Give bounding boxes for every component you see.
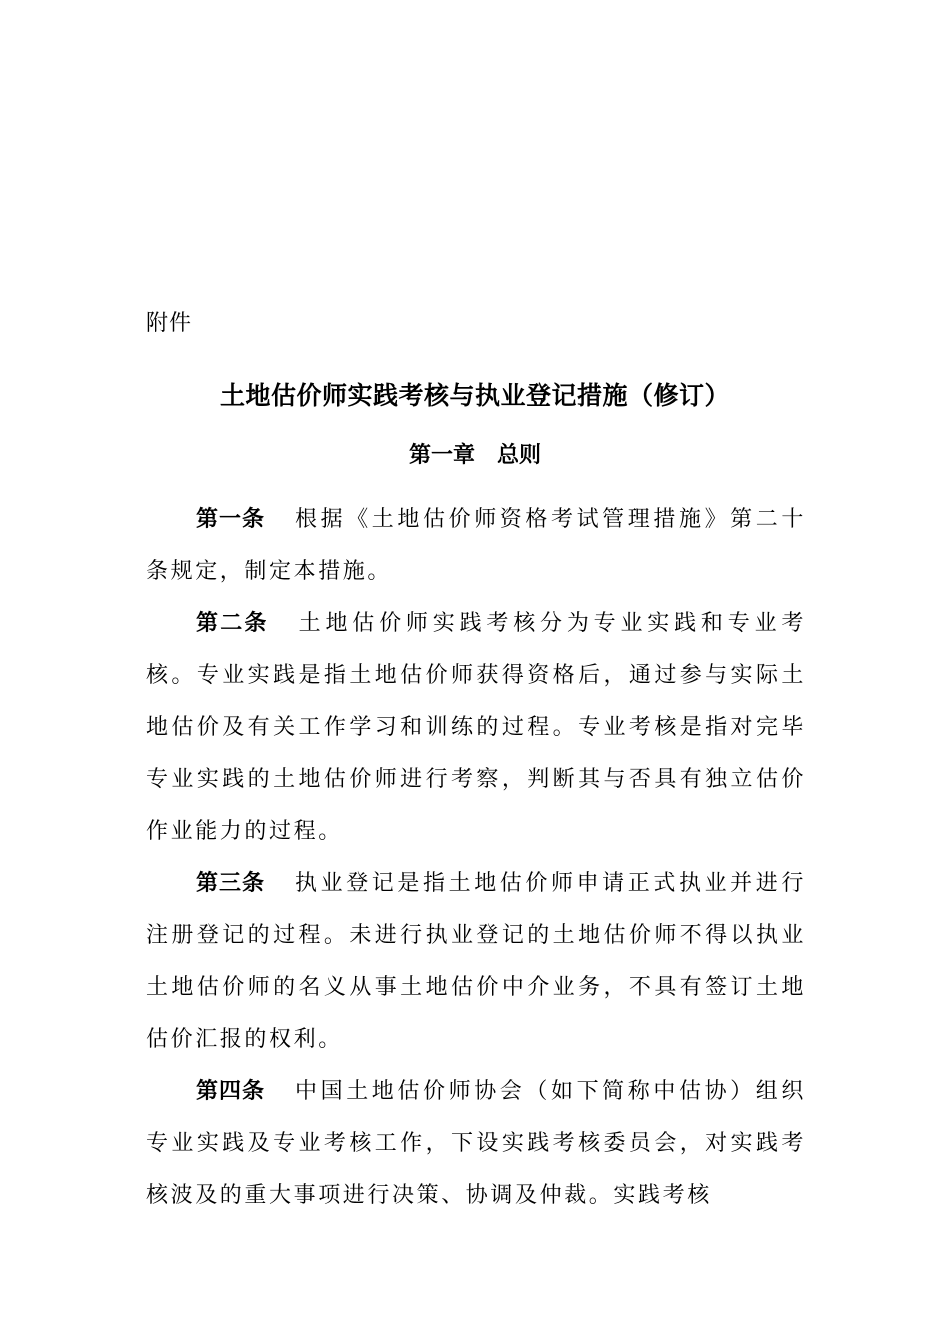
attachment-label: 附件 (146, 311, 193, 336)
article-number: 第四条 (196, 1079, 265, 1104)
article-text: 执业登记是指土地估价师申请正式执业并进行注册登记的过程。未进行执业登记的土地估价师不得以执业土地估价师的名义从事土地估价中介业务，不具有签订土地估价汇报的权利。 (146, 871, 806, 1052)
article-list (146, 494, 806, 1222)
article-text: 根据《土地估价师资格考试管理措施》第二十条规定，制定本措施。 (146, 507, 806, 584)
article-1 (146, 494, 806, 598)
article-text: 土地估价师实践考核分为专业实践和专业考核。专业实践是指土地估价师获得资格后，通过参与实际土地估价及有关工作学习和训练的过程。专业考核是指对完毕专业实践的土地估价师进行考察，判断其与否具有独立估价作业能力的过程。 (146, 611, 806, 844)
article-number: 第二条 (196, 611, 269, 636)
article-4 (146, 1066, 806, 1222)
article-3 (146, 858, 806, 1066)
article-number: 第一条 (196, 507, 265, 532)
article-number: 第三条 (196, 871, 265, 896)
chapter-heading: 第一章 总则 (408, 443, 541, 468)
article-text: 中国土地估价师协会（如下简称中估协）组织专业实践及专业考核工作，下设实践考核委员会，对实践考核波及的重大事项进行决策、协调及仲裁。实践考核 (146, 1079, 806, 1208)
article-2 (146, 598, 806, 858)
document-title: 土地估价师实践考核与执业登记措施（修订） (219, 381, 730, 410)
